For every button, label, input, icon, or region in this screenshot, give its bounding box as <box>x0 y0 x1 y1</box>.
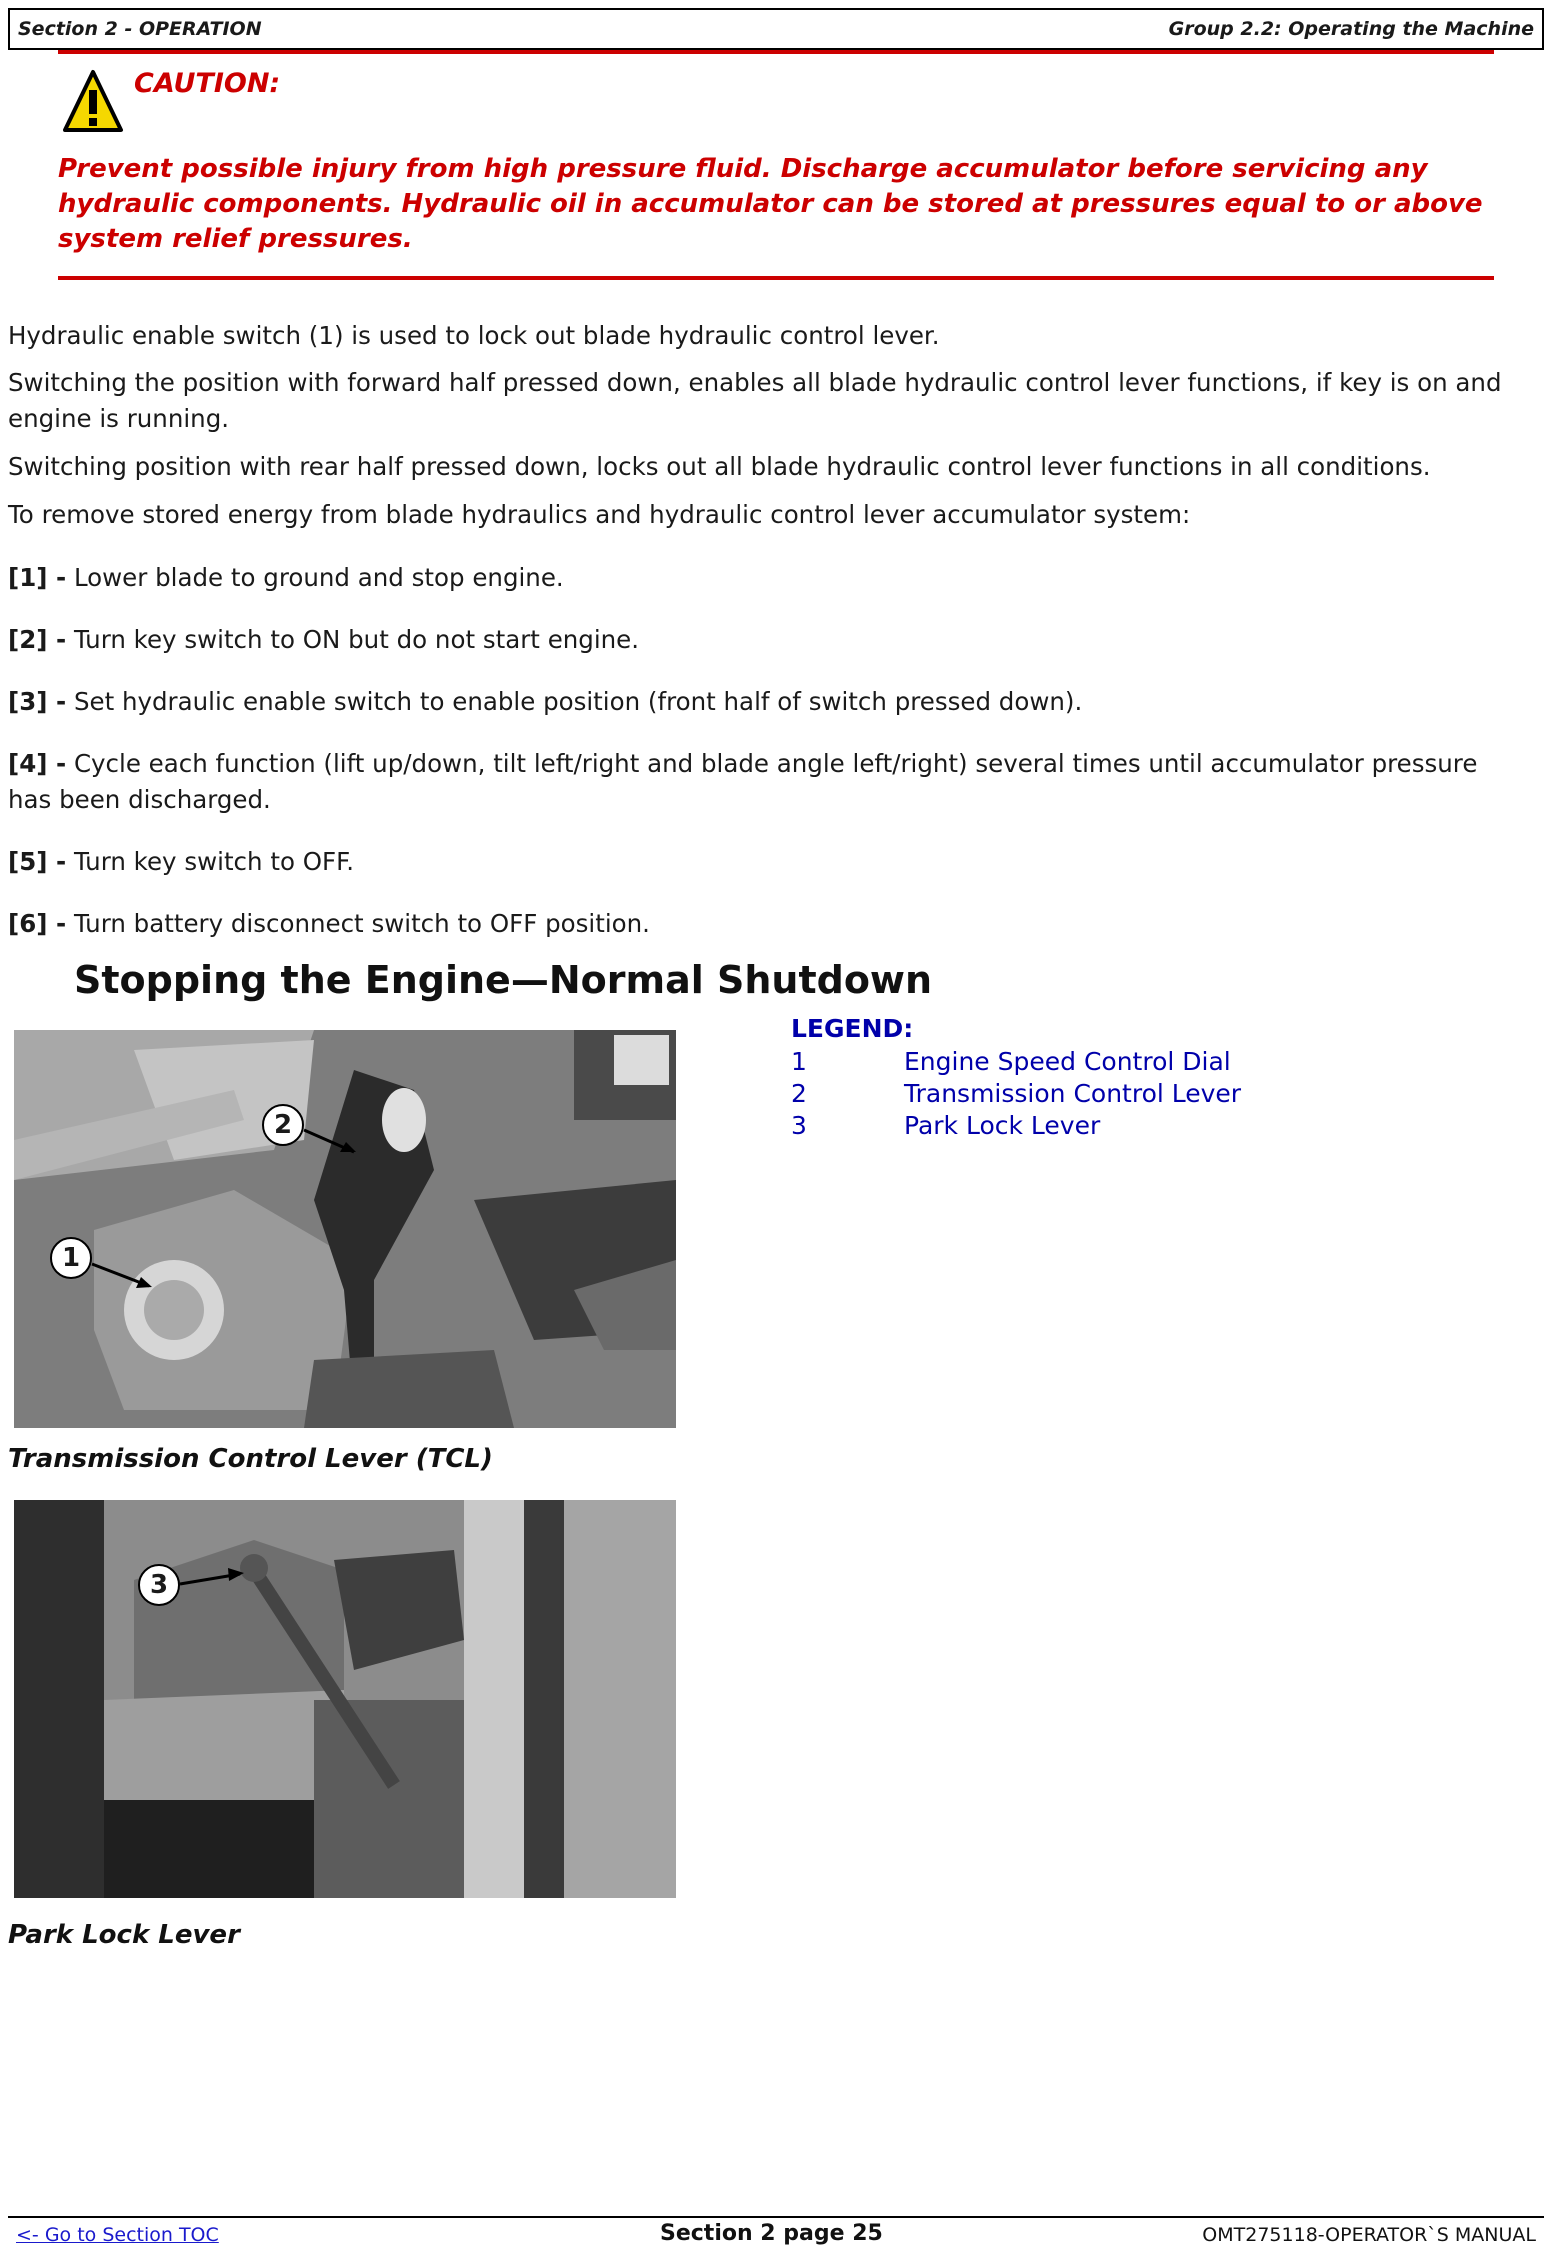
paragraph-enable-switch: Hydraulic enable switch (1) is used to lock out blade hydraulic control lever. <box>8 321 940 350</box>
step-text: Turn battery disconnect switch to OFF position. <box>73 909 650 938</box>
step-item <box>8 746 1508 818</box>
legend-label: Engine Speed Control Dial <box>904 1046 1231 1076</box>
figure-caption-park-lock: Park Lock Lever <box>8 1920 240 1950</box>
step-text: Turn key switch to ON but do not start engine. <box>73 625 640 654</box>
callout-1: 1 <box>50 1237 92 1279</box>
manual-id: OMT275118-OPERATOR`S MANUAL <box>1202 2224 1536 2246</box>
callout-2: 2 <box>262 1104 304 1146</box>
park-lock-photo <box>14 1500 676 1898</box>
callout-arrow-3 <box>14 1500 676 1898</box>
paragraph-rear-half: Switching position with rear half pressed down, locks out all blade hydraulic control lever functions in all conditions. <box>8 452 1431 481</box>
legend-row <box>791 1109 1241 1141</box>
step-number: [2] - <box>8 625 67 654</box>
figure-caption-tcl: Transmission Control Lever (TCL) <box>8 1444 493 1474</box>
legend-label: Park Lock Lever <box>904 1110 1101 1140</box>
step-number: [4] - <box>8 749 67 778</box>
step-text: Set hydraulic enable switch to enable position (front half of switch pressed down). <box>73 687 1083 716</box>
caution-top-rule <box>58 50 1494 54</box>
legend-label: Transmission Control Lever <box>904 1078 1242 1108</box>
caution-text: Prevent possible injury from high pressure fluid. Discharge accumulator before servicing any hydraulic components. Hydraulic oil in accumulator can be stored at pressures equal to or above system relief pressures. <box>58 154 1483 254</box>
step-item <box>8 560 1508 596</box>
legend-number: 2 <box>791 1078 807 1108</box>
step-text: Cycle each function (lift up/down, tilt left/right and blade angle left/right) several times until accumulator pressure has been discharged. <box>8 749 1478 814</box>
page-number: Section 2 page 25 <box>660 2221 883 2246</box>
warning-triangle-icon <box>62 68 124 134</box>
callout-arrows <box>14 1030 676 1428</box>
footer-divider <box>8 2216 1544 2218</box>
legend-number: 1 <box>791 1046 807 1076</box>
legend-title: LEGEND: <box>791 1014 914 1043</box>
callout-3: 3 <box>138 1564 180 1606</box>
step-item <box>8 906 1508 942</box>
page-header <box>8 8 1544 50</box>
figure-legend <box>791 1014 1241 1141</box>
legend-row <box>791 1045 1241 1077</box>
step-item <box>8 844 1508 880</box>
step-item <box>8 622 1508 658</box>
caution-title: CAUTION: <box>134 68 281 99</box>
step-item <box>8 684 1508 720</box>
step-text: Turn key switch to OFF. <box>73 847 355 876</box>
step-number: [5] - <box>8 847 67 876</box>
step-number: [1] - <box>8 563 67 592</box>
caution-bottom-rule <box>58 276 1494 280</box>
step-number: [3] - <box>8 687 67 716</box>
tcl-photo <box>14 1030 676 1428</box>
paragraph-stored-energy: To remove stored energy from blade hydraulics and hydraulic control lever accumulator system: <box>8 500 1191 529</box>
go-to-section-toc-link[interactable]: <- Go to Section TOC <box>16 2224 219 2246</box>
paragraph-forward-half: Switching the position with forward half pressed down, enables all blade hydraulic control lever functions, if key is on and engine is running. <box>8 368 1502 433</box>
step-number: [6] - <box>8 909 67 938</box>
step-text: Lower blade to ground and stop engine. <box>73 563 564 592</box>
section-heading: Stopping the Engine—Normal Shutdown <box>74 958 933 1002</box>
header-section: Section 2 - OPERATION <box>18 18 262 40</box>
header-group: Group 2.2: Operating the Machine <box>1168 18 1534 40</box>
legend-number: 3 <box>791 1110 807 1140</box>
legend-row <box>791 1077 1241 1109</box>
